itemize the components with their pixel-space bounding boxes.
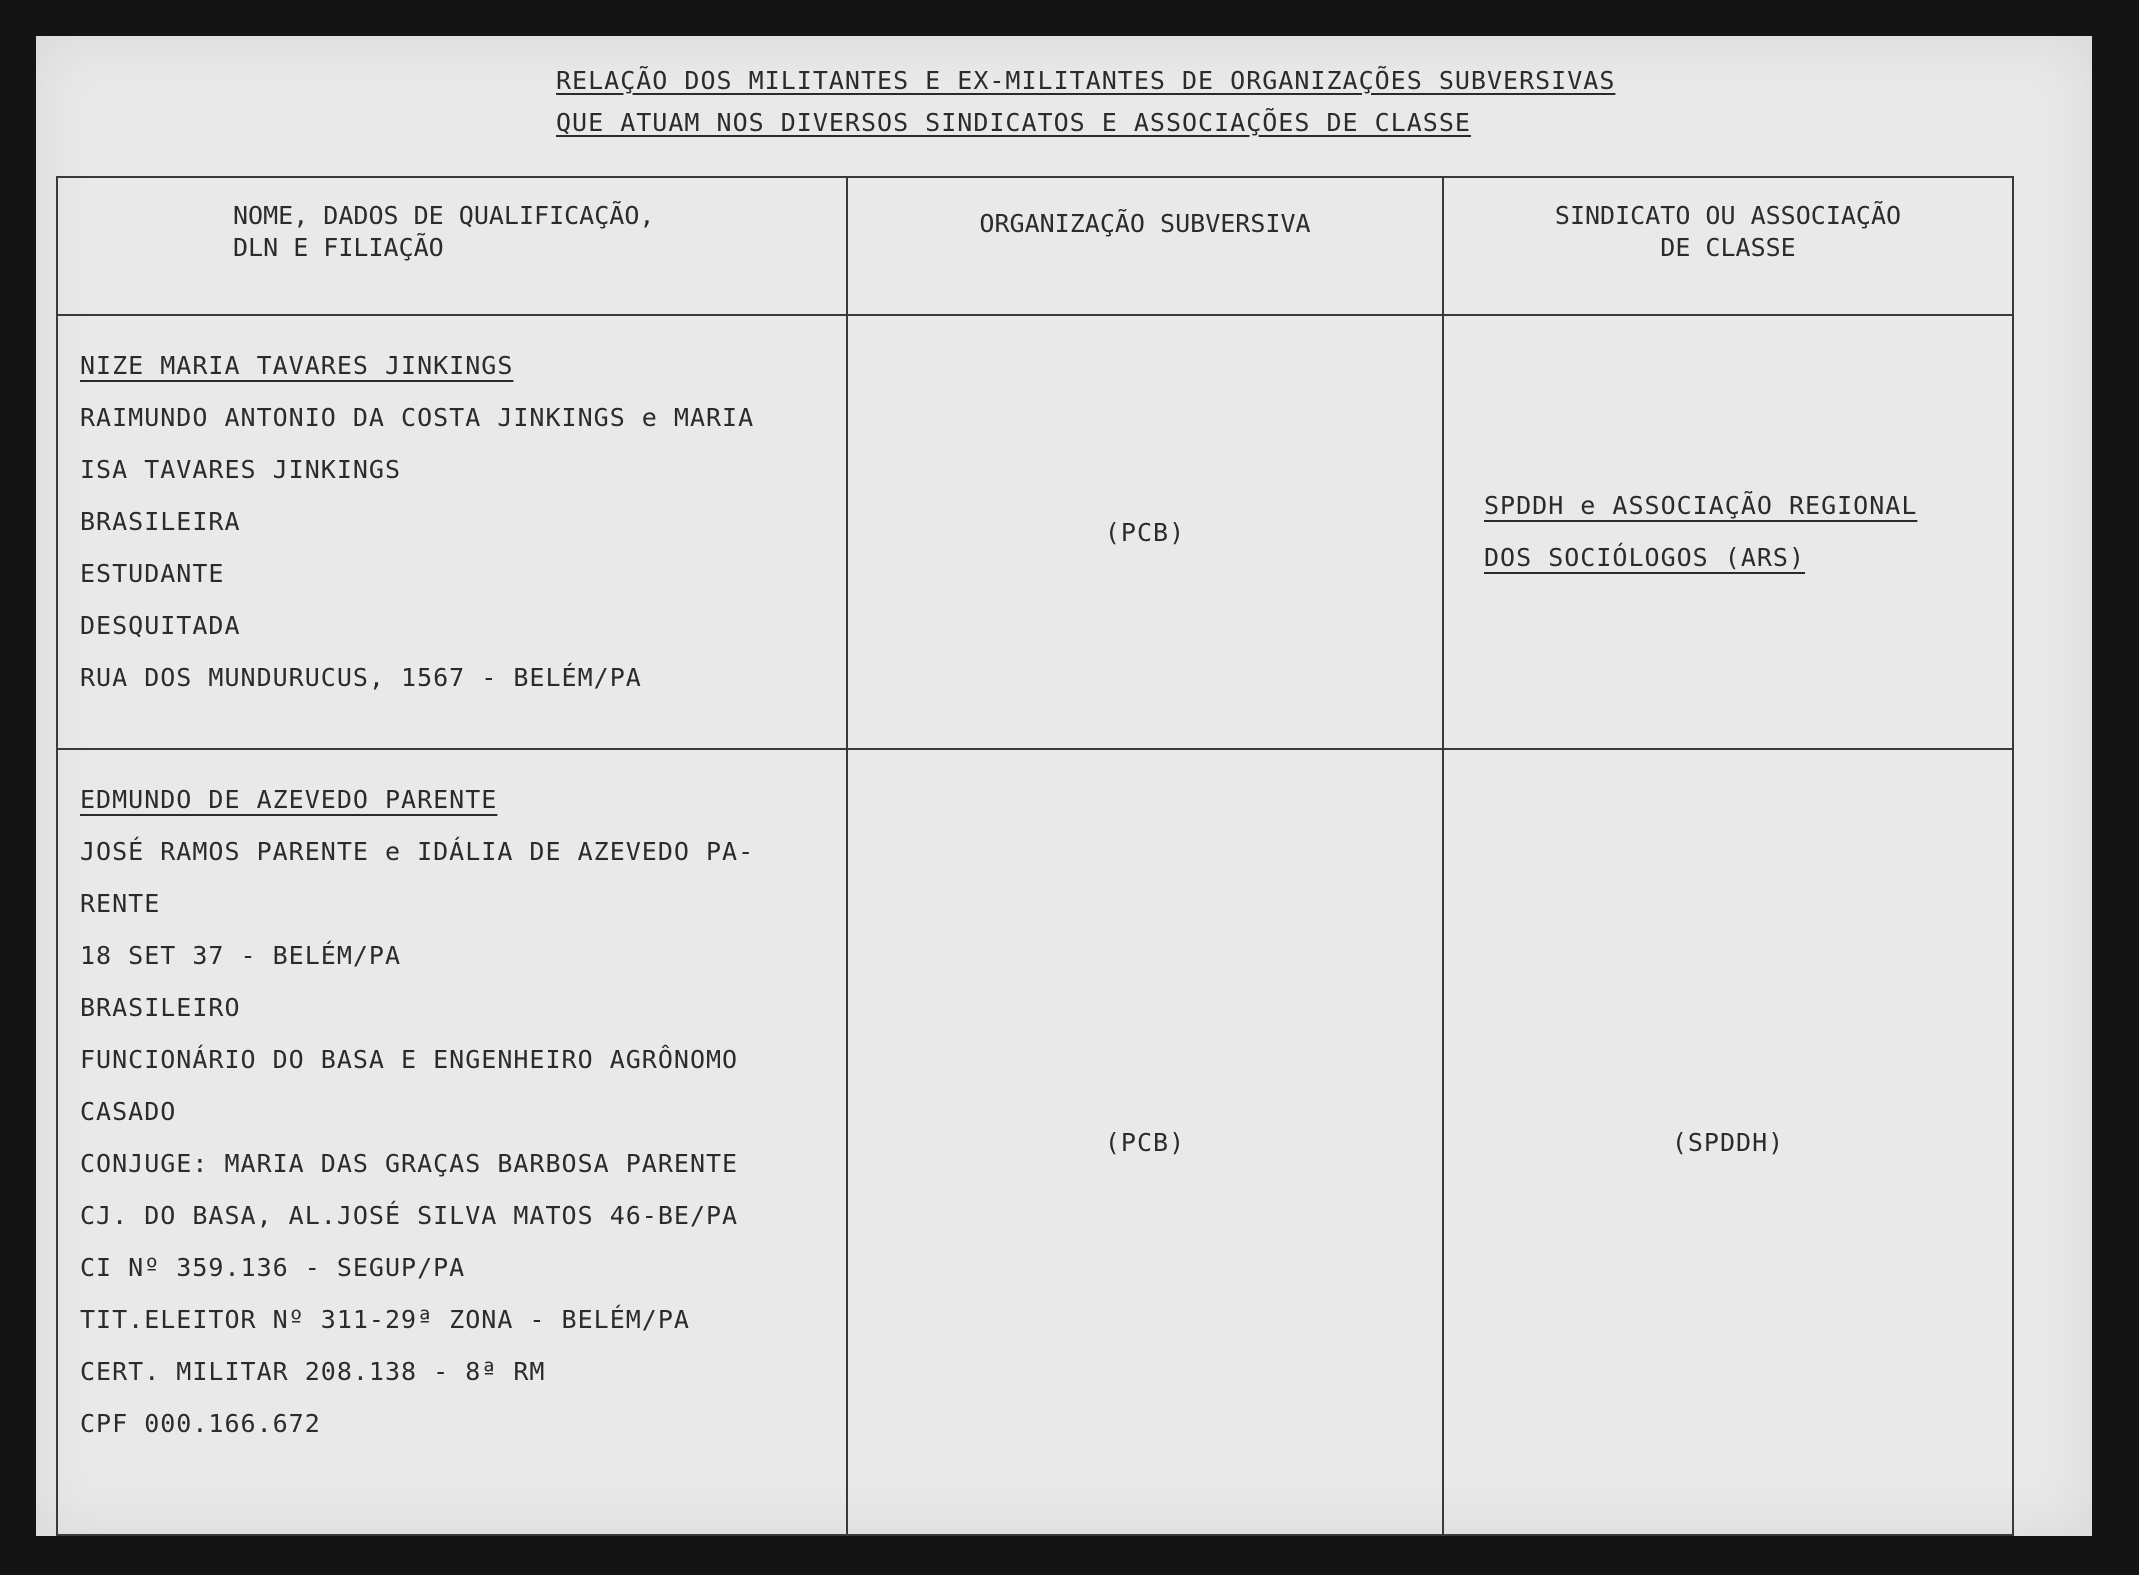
detail-line: RUA DOS MUNDURUCUS, 1567 - BELÉM/PA (80, 663, 642, 692)
detail-line: CI Nº 359.136 - SEGUP/PA (80, 1253, 466, 1282)
detail-line: BRASILEIRO (80, 993, 241, 1022)
organization-value: (PCB) (1104, 1127, 1186, 1157)
detail-line: TIT.ELEITOR Nº 311-29ª ZONA - BELÉM/PA (80, 1305, 690, 1334)
detail-line: CJ. DO BASA, AL.JOSÉ SILVA MATOS 46-BE/PA (80, 1201, 739, 1230)
detail-line: 18 SET 37 - BELÉM/PA (80, 941, 402, 970)
person-details-cell (57, 749, 847, 1535)
organization-cell (847, 315, 1443, 749)
table-header-row (57, 177, 2013, 315)
detail-line: RENTE (80, 889, 161, 918)
detail-line: RAIMUNDO ANTONIO DA COSTA JINKINGS e MARIA (80, 403, 755, 432)
person-details-cell (57, 315, 847, 749)
person-name: NIZE MARIA TAVARES JINKINGS (80, 351, 514, 380)
header-organization-column (847, 177, 1443, 315)
header-organization-label: ORGANIZAÇÃO SUBVERSIVA (979, 209, 1311, 238)
header-name-column (57, 177, 847, 315)
table-row (57, 749, 2013, 1535)
detail-line: ESTUDANTE (80, 559, 225, 588)
header-name-line1: NOME, DADOS DE QUALIFICAÇÃO, (233, 201, 655, 230)
person-name: EDMUNDO DE AZEVEDO PARENTE (80, 785, 498, 814)
militants-table (56, 176, 2014, 1536)
document-page (36, 36, 2092, 1536)
union-cell (1443, 315, 2013, 749)
union-line1: (SPDDH) (1671, 1127, 1785, 1157)
detail-line: CONJUGE: MARIA DAS GRAÇAS BARBOSA PARENTE (80, 1149, 739, 1178)
union-cell (1443, 749, 2013, 1535)
organization-cell (847, 749, 1443, 1535)
detail-line: CERT. MILITAR 208.138 - 8ª RM (80, 1357, 546, 1386)
union-line2: DOS SOCIÓLOGOS (ARS) (1484, 543, 1806, 572)
detail-line: CASADO (80, 1097, 177, 1126)
detail-line: DESQUITADA (80, 611, 241, 640)
detail-line: FUNCIONÁRIO DO BASA E ENGENHEIRO AGRÔNOMO (80, 1045, 739, 1074)
header-union-line2: DE CLASSE (1660, 233, 1796, 262)
header-union-line1: SINDICATO OU ASSOCIAÇÃO (1554, 201, 1902, 230)
table-row (57, 315, 2013, 749)
detail-line: JOSÉ RAMOS PARENTE e IDÁLIA DE AZEVEDO PA- (80, 837, 755, 866)
union-line1: SPDDH e ASSOCIAÇÃO REGIONAL (1484, 491, 1918, 520)
detail-line: BRASILEIRA (80, 507, 241, 536)
header-union-column (1443, 177, 2013, 315)
document-title-line2: QUE ATUAM NOS DIVERSOS SINDICATOS E ASSOCIAÇÕES DE CLASSE (556, 108, 1471, 137)
document-title-line1: RELAÇÃO DOS MILITANTES E EX-MILITANTES DE ORGANIZAÇÕES SUBVERSIVAS (556, 66, 1616, 95)
organization-value: (PCB) (1104, 517, 1186, 547)
detail-line: CPF 000.166.672 (80, 1409, 321, 1438)
header-name-line2: DLN E FILIAÇÃO (233, 233, 444, 262)
detail-line: ISA TAVARES JINKINGS (80, 455, 402, 484)
